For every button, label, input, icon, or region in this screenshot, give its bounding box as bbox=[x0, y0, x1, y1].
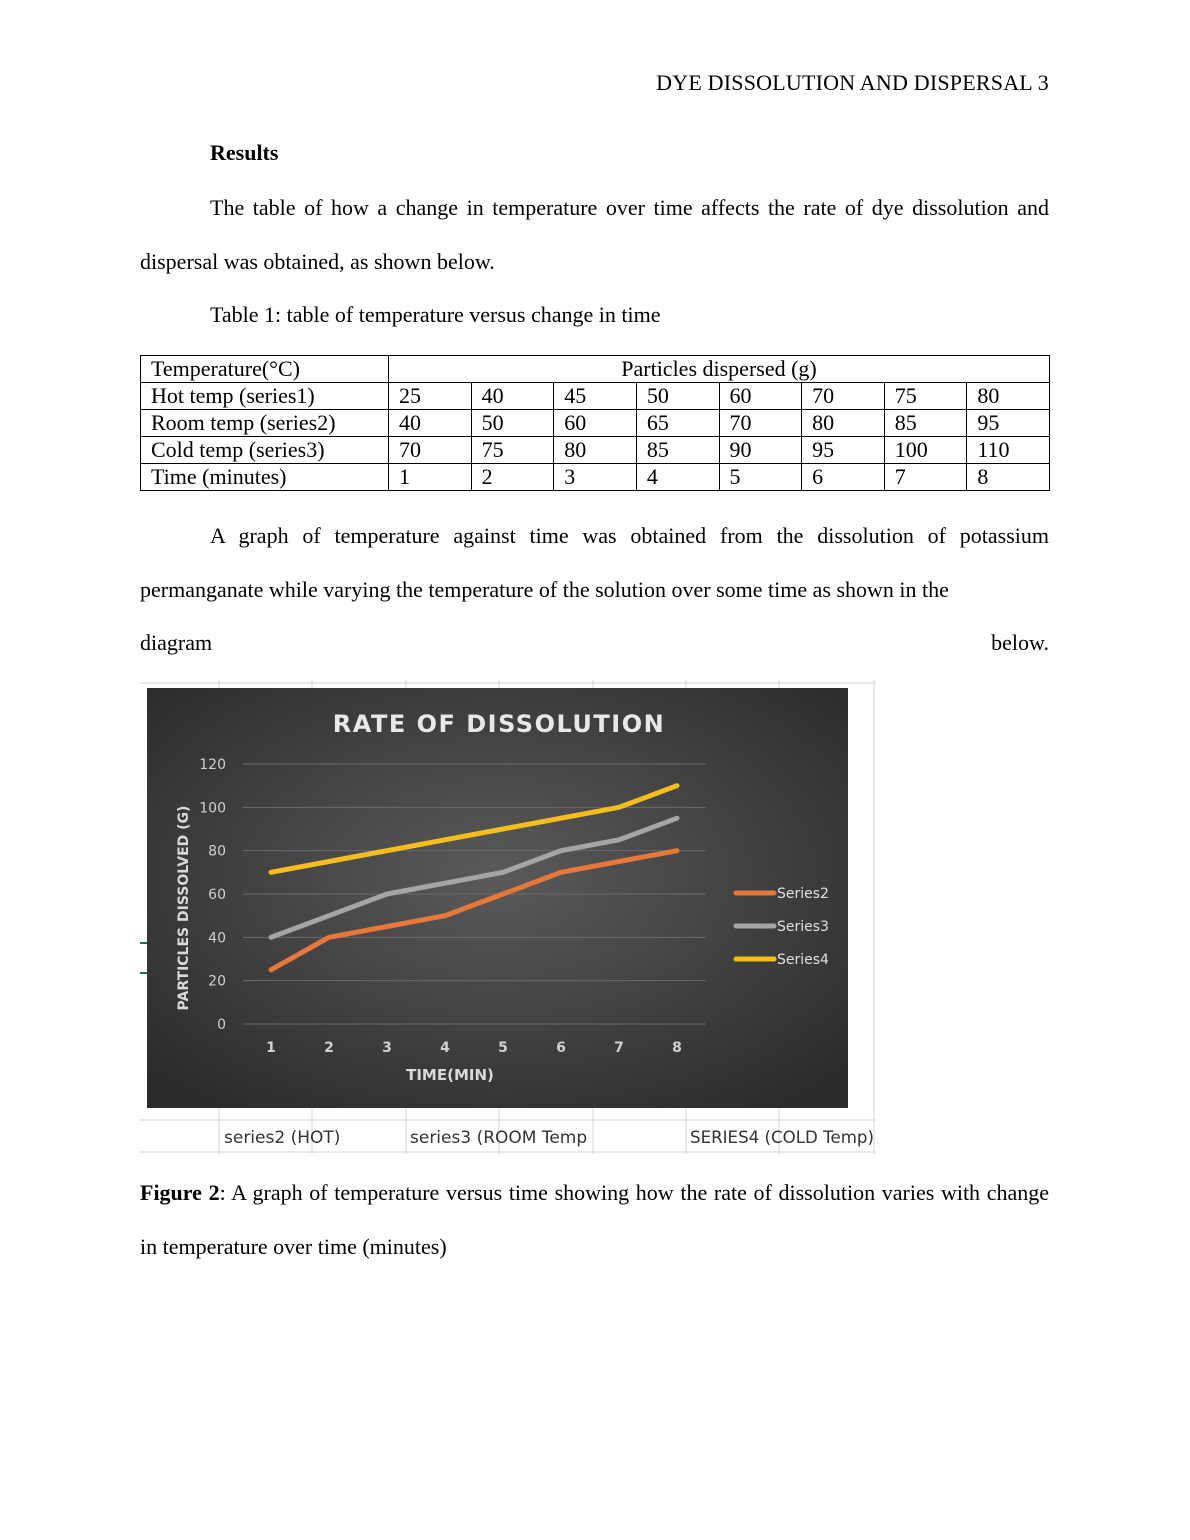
table-header-cell: Temperature(°C) bbox=[141, 356, 389, 383]
table-cell: 8 bbox=[967, 464, 1050, 491]
sheet-marker bbox=[140, 942, 148, 944]
sheet-marker bbox=[140, 972, 148, 974]
table-cell: 65 bbox=[636, 410, 719, 437]
y-tick-label: 40 bbox=[208, 930, 226, 947]
table-header-row bbox=[141, 356, 1050, 383]
sheet-cell-label: SERIES4 (COLD Temp) bbox=[690, 1128, 874, 1148]
legend-label: Series4 bbox=[777, 952, 829, 968]
data-table bbox=[140, 355, 1050, 491]
table-cell: 45 bbox=[554, 383, 637, 410]
table-cell: 2 bbox=[471, 464, 554, 491]
results-intro-text: The table of how a change in temperature over time affects the rate of dye dissolution and dispersal was obtained, as shown below. bbox=[140, 195, 1049, 274]
graph-paragraph-last-left: diagram bbox=[140, 630, 213, 655]
table-row bbox=[141, 437, 1050, 464]
table-cell: 7 bbox=[884, 464, 967, 491]
table-cell: 110 bbox=[967, 437, 1050, 464]
chart-figure bbox=[140, 680, 876, 1154]
figure-caption bbox=[140, 1166, 1049, 1273]
table-row-label: Room temp (series2) bbox=[141, 410, 389, 437]
table-caption: Table 1: table of temperature versus change in time bbox=[210, 302, 661, 327]
table-cell: 85 bbox=[636, 437, 719, 464]
table-cell: 5 bbox=[719, 464, 802, 491]
x-tick-label: 7 bbox=[614, 1040, 624, 1056]
table-cell: 25 bbox=[389, 383, 472, 410]
table-cell: 70 bbox=[802, 383, 885, 410]
table-cell: 80 bbox=[802, 410, 885, 437]
table-cell: 75 bbox=[471, 437, 554, 464]
table-cell: 70 bbox=[719, 410, 802, 437]
figure-caption-label: Figure 2 bbox=[140, 1180, 220, 1205]
results-heading: Results bbox=[210, 140, 279, 165]
table-cell: 80 bbox=[967, 383, 1050, 410]
table-row bbox=[141, 410, 1050, 437]
y-tick-label: 20 bbox=[208, 973, 226, 990]
table-cell: 80 bbox=[554, 437, 637, 464]
table-cell: 50 bbox=[636, 383, 719, 410]
x-tick-label: 5 bbox=[498, 1040, 508, 1056]
y-axis-label: PARTICLES DISSOLVED (G) bbox=[176, 805, 192, 1011]
table-cell: 3 bbox=[554, 464, 637, 491]
legend-label: Series2 bbox=[777, 886, 829, 902]
table-row bbox=[141, 464, 1050, 491]
table-cell: 100 bbox=[884, 437, 967, 464]
table-row-label: Time (minutes) bbox=[141, 464, 389, 491]
graph-paragraph-last-right: below. bbox=[991, 630, 1049, 655]
table-cell: 60 bbox=[719, 383, 802, 410]
table-cell: 70 bbox=[389, 437, 472, 464]
table-cell: 6 bbox=[802, 464, 885, 491]
table-row bbox=[141, 383, 1050, 410]
table-cell: 4 bbox=[636, 464, 719, 491]
graph-paragraph-text: A graph of temperature against time was obtained from the dissolution of potassium permanganate while varying the temperature of the solution over some time as shown in the bbox=[140, 523, 1049, 602]
table-header-cell: Particles dispersed (g) bbox=[389, 356, 1050, 383]
y-tick-label: 60 bbox=[208, 887, 226, 903]
y-tick-label: 0 bbox=[217, 1017, 226, 1033]
x-tick-label: 4 bbox=[440, 1040, 450, 1056]
table-cell: 75 bbox=[884, 383, 967, 410]
table-cell: 40 bbox=[389, 410, 472, 437]
chart-title: RATE OF DISSOLUTION bbox=[332, 710, 666, 738]
legend-label: Series3 bbox=[777, 919, 829, 935]
x-axis-label: TIME(MIN) bbox=[406, 1066, 494, 1084]
table-cell: 60 bbox=[554, 410, 637, 437]
table-cell: 1 bbox=[389, 464, 472, 491]
results-intro-paragraph bbox=[140, 181, 1049, 288]
table-row-label: Cold temp (series3) bbox=[141, 437, 389, 464]
x-tick-label: 3 bbox=[382, 1040, 392, 1056]
graph-paragraph bbox=[140, 509, 1049, 670]
x-tick-label: 8 bbox=[672, 1040, 682, 1056]
table-cell: 95 bbox=[967, 410, 1050, 437]
sheet-cell-label: series2 (HOT) bbox=[224, 1128, 341, 1148]
x-tick-label: 1 bbox=[266, 1040, 276, 1056]
table-cell: 90 bbox=[719, 437, 802, 464]
table-cell: 40 bbox=[471, 383, 554, 410]
x-tick-label: 2 bbox=[324, 1040, 334, 1056]
rate-of-dissolution-chart bbox=[140, 680, 876, 1154]
sheet-cell-label: series3 (ROOM Temp bbox=[410, 1128, 588, 1148]
y-tick-label: 120 bbox=[199, 757, 226, 773]
table-cell: 50 bbox=[471, 410, 554, 437]
table-cell: 95 bbox=[802, 437, 885, 464]
y-tick-label: 80 bbox=[208, 843, 226, 860]
table-row-label: Hot temp (series1) bbox=[141, 383, 389, 410]
y-tick-label: 100 bbox=[199, 800, 226, 817]
figure-caption-text: : A graph of temperature versus time showing how the rate of dissolution varies with change in temperature over time (minutes) bbox=[140, 1180, 1050, 1259]
running-head: DYE DISSOLUTION AND DISPERSAL 3 bbox=[656, 70, 1049, 95]
table-cell: 85 bbox=[884, 410, 967, 437]
x-tick-label: 6 bbox=[556, 1040, 566, 1056]
